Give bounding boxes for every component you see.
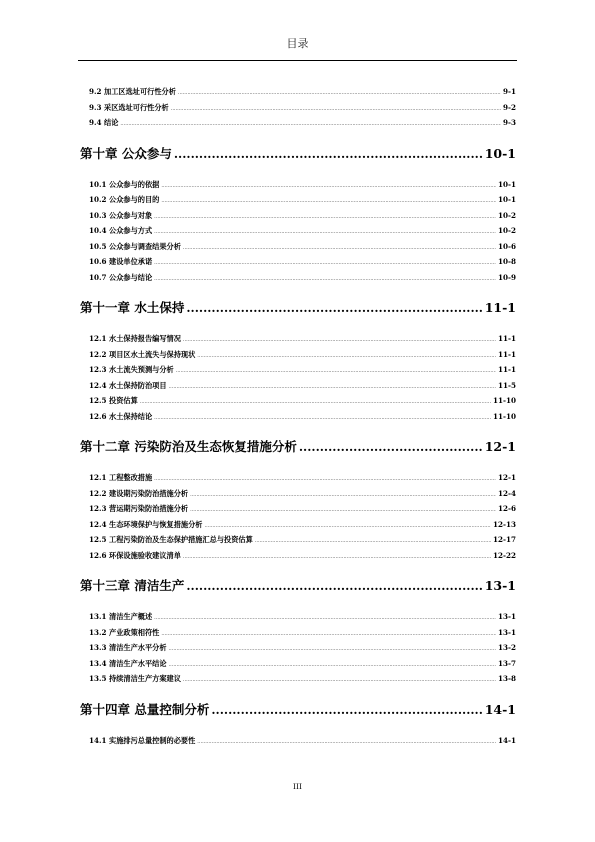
toc-entry-label	[80, 242, 181, 252]
toc-entry-label	[80, 273, 152, 283]
toc-entry-number: 10.7	[89, 272, 107, 282]
toc-page-number: 12-22	[493, 550, 516, 560]
toc-entry-number: 12.4	[89, 380, 107, 390]
toc-page-number: 13-1	[484, 578, 516, 593]
toc-entry-number: 13.1	[89, 612, 107, 621]
toc-page-number: 12-17	[493, 535, 516, 544]
toc-entry-row[interactable]	[80, 736, 516, 752]
toc-entry-title: 项目区水土流失与保持现状	[109, 349, 196, 359]
toc-entry-label	[80, 87, 176, 97]
toc-entry-title: 建设期污染防治措施分析	[109, 488, 189, 498]
toc-page-number: 13-1	[498, 612, 516, 621]
toc-entry-row[interactable]	[80, 628, 516, 644]
toc-page-number: 9-2	[503, 102, 516, 112]
toc-entry-row[interactable]	[80, 211, 516, 227]
dot-leader	[154, 214, 496, 220]
toc-entry-row[interactable]	[80, 350, 516, 366]
toc-entry-row[interactable]	[80, 273, 516, 289]
toc-page-number: 9-3	[503, 118, 516, 127]
toc-entry-label	[80, 736, 195, 746]
toc-entry-row[interactable]	[80, 242, 516, 258]
dot-leader	[154, 615, 496, 621]
toc-entry-label	[80, 257, 152, 267]
toc-entry-label	[80, 520, 202, 530]
toc-entry-title: 环保设施验收建议清单	[109, 550, 181, 560]
toc-page-number: 13-8	[498, 674, 516, 683]
toc-entry-title: 工程污染防治及生态保护措施汇总与投资估算	[109, 535, 253, 544]
toc-page-number: 11-5	[498, 380, 516, 390]
dot-leader	[169, 384, 496, 390]
toc-entry-number: 9.3	[89, 102, 102, 112]
dot-leader	[169, 646, 496, 652]
toc-entry-number: 12.3	[89, 504, 107, 513]
header-rule	[78, 60, 517, 61]
toc-entry-title: 生态环境保护与恢复措施分析	[109, 519, 203, 529]
toc-entry-number: 12.1	[89, 473, 107, 482]
toc-entry-number: 12.2	[89, 488, 107, 498]
toc-entry-label	[80, 612, 152, 622]
dot-leader	[178, 90, 501, 96]
toc-page-number: 10-1	[484, 145, 516, 161]
toc-entry-title: 采区选址可行性分析	[104, 102, 169, 112]
toc-page-number: 11-1	[498, 334, 516, 343]
toc-page-number: 12-13	[493, 519, 516, 529]
toc-entry-title: 公众参与结论	[109, 272, 153, 282]
toc-chapter-row[interactable]	[80, 437, 516, 460]
toc-entry-row[interactable]	[80, 535, 516, 551]
toc-chapter-row[interactable]	[80, 576, 516, 599]
toc-entry-row[interactable]	[80, 612, 516, 628]
toc-chapter-label: 第十一章 水土保持	[80, 300, 185, 315]
toc-entry-number: 14.1	[89, 735, 107, 745]
dot-leader	[154, 229, 496, 235]
toc-entry-title: 水土保持结论	[109, 411, 153, 421]
toc-entry-label	[80, 180, 159, 190]
toc-entry-row[interactable]	[80, 226, 516, 242]
toc-entry-title: 建设单位承诺	[109, 257, 153, 266]
toc-page-number: 14-1	[498, 735, 516, 745]
dot-leader	[154, 260, 496, 266]
dot-leader	[120, 121, 501, 127]
toc-entry-title: 营运期污染防治措施分析	[109, 504, 189, 513]
toc-entry-number: 10.6	[89, 257, 107, 266]
toc-page-number: 10-1	[498, 195, 516, 204]
toc-entry-label	[80, 659, 167, 669]
toc-page-number: 11-1	[498, 349, 516, 359]
toc-page-number: 10-9	[498, 272, 516, 282]
toc-entry-number: 10.3	[89, 210, 107, 220]
toc-entry-number: 10.5	[89, 241, 107, 251]
toc-entry-label	[80, 489, 188, 499]
toc-entry-number: 12.5	[89, 535, 107, 544]
toc-entry-row[interactable]	[80, 396, 516, 412]
toc-entry-number: 10.4	[89, 226, 107, 235]
toc-entry-row[interactable]	[80, 334, 516, 350]
toc-page-number: 11-1	[484, 300, 516, 315]
dot-leader	[299, 440, 483, 454]
toc-entry-label	[80, 350, 195, 360]
toc-entry-number: 13.4	[89, 658, 107, 668]
toc-page-number: 13-1	[498, 627, 516, 637]
toc-page-number: 13-2	[498, 643, 516, 652]
toc-entry-number: 13.3	[89, 643, 107, 652]
toc-entry-number: 12.1	[89, 334, 107, 343]
dot-leader	[154, 415, 491, 421]
toc-entry-row[interactable]	[80, 381, 516, 397]
dot-leader	[161, 631, 496, 637]
toc-entry-number: 13.5	[89, 674, 107, 683]
toc-entry-row[interactable]	[80, 551, 516, 567]
toc-entry-label	[80, 226, 152, 236]
dot-leader	[186, 579, 482, 593]
toc-entry-title: 清洁生产水平分析	[109, 643, 167, 652]
dot-leader	[197, 353, 496, 359]
toc-entry-row[interactable]	[80, 674, 516, 690]
toc-entry-title: 投资估算	[109, 396, 138, 405]
toc-page-number: 10-6	[498, 241, 516, 251]
toc-entry-number: 12.2	[89, 349, 107, 359]
toc-entry-number: 10.2	[89, 195, 107, 204]
toc-entry-row[interactable]	[80, 195, 516, 211]
toc-entry-row[interactable]	[80, 520, 516, 536]
toc-entry-row[interactable]	[80, 504, 516, 520]
toc-entry-label	[80, 643, 167, 653]
toc-entry-number: 10.1	[89, 179, 107, 189]
toc-entry-number: 9.2	[89, 87, 102, 96]
toc-entry-row[interactable]	[80, 180, 516, 196]
toc-chapter-row[interactable]	[80, 298, 516, 321]
dot-leader	[183, 245, 496, 251]
toc-entry-title: 水土保持防治项目	[109, 380, 167, 390]
toc-entry-row[interactable]	[80, 412, 516, 428]
toc-entry-title: 公众参与对象	[109, 210, 153, 220]
toc-entry-row[interactable]	[80, 118, 516, 134]
toc-entry-row[interactable]	[80, 103, 516, 119]
toc-entry-title: 持续清洁生产方案建议	[109, 674, 181, 683]
toc-entry-title: 清洁生产水平结论	[109, 658, 167, 668]
toc-chapter-row[interactable]	[80, 700, 516, 723]
dot-leader	[171, 106, 501, 112]
toc-entry-label	[80, 334, 181, 344]
toc-entry-title: 公众参与的目的	[109, 195, 160, 204]
toc-entry-row[interactable]	[80, 87, 516, 103]
toc-page-number: 11-1	[498, 365, 516, 374]
dot-leader	[183, 677, 496, 683]
dot-leader	[169, 662, 496, 668]
toc-entry-number: 9.4	[89, 118, 102, 127]
dot-leader	[186, 301, 482, 315]
toc-entry-label	[80, 211, 152, 221]
toc-entry-number: 12.3	[89, 365, 107, 374]
toc-entry-label	[80, 381, 167, 391]
toc-entry-label	[80, 535, 253, 545]
toc-entry-title: 加工区选址可行性分析	[104, 87, 176, 96]
toc-entry-number: 13.2	[89, 627, 107, 637]
toc-entry-number: 12.4	[89, 519, 107, 529]
dot-leader	[255, 538, 491, 544]
toc-page-number: 14-1	[484, 701, 516, 717]
toc-page-number: 12-1	[484, 439, 516, 454]
toc-entry-title: 结论	[104, 118, 119, 127]
dot-leader	[174, 147, 483, 161]
toc-entry-title: 清洁生产概述	[109, 612, 153, 621]
dot-leader	[183, 337, 496, 343]
toc-page-number: 12-1	[498, 473, 516, 482]
dot-leader	[154, 276, 496, 282]
toc-page-number: 10-2	[498, 210, 516, 220]
toc-page-number: 10-2	[498, 226, 516, 235]
toc-chapter-label: 第十四章 总量控制分析	[80, 701, 210, 717]
toc-entry-label	[80, 365, 174, 375]
toc-entry-row[interactable]	[80, 365, 516, 381]
toc-entry-title: 水土保持报告编写情况	[109, 334, 181, 343]
toc-entry-label	[80, 674, 181, 684]
toc-page-number: 11-10	[493, 396, 516, 405]
toc-entry-label	[80, 504, 188, 514]
toc-entry-row[interactable]	[80, 257, 516, 273]
dot-leader	[204, 523, 491, 529]
toc-entry-label	[80, 396, 138, 406]
dot-leader	[161, 198, 496, 204]
dot-leader	[183, 554, 491, 560]
toc-page-number: 10-8	[498, 257, 516, 266]
table-of-contents	[80, 87, 516, 751]
toc-entry-label	[80, 118, 118, 128]
toc-entry-title: 公众参与方式	[109, 226, 153, 235]
toc-entry-title: 工程整改措施	[109, 473, 153, 482]
toc-page-number: 10-1	[498, 179, 516, 189]
toc-entry-title: 公众参与的依据	[109, 179, 160, 189]
toc-chapter-label: 第十二章 污染防治及生态恢复措施分析	[80, 439, 297, 454]
toc-page-number: 12-4	[498, 488, 516, 498]
toc-entry-title: 水土流失预测与分析	[109, 365, 174, 374]
dot-leader	[176, 368, 496, 374]
toc-entry-label	[80, 195, 159, 205]
toc-entry-title: 产业政策相符性	[109, 627, 160, 637]
toc-entry-row[interactable]	[80, 659, 516, 675]
toc-page-number: 12-6	[498, 504, 516, 513]
dot-leader	[161, 183, 496, 189]
dot-leader	[154, 476, 496, 482]
dot-leader	[140, 399, 491, 405]
toc-entry-row[interactable]	[80, 489, 516, 505]
dot-leader	[190, 492, 496, 498]
dot-leader	[190, 507, 496, 513]
page-header-title: 目录	[286, 37, 309, 50]
toc-page-number: 9-1	[503, 87, 516, 96]
toc-entry-label	[80, 551, 181, 561]
toc-entry-number: 12.5	[89, 396, 107, 405]
toc-entry-row[interactable]	[80, 643, 516, 659]
toc-chapter-label: 第十章 公众参与	[80, 145, 172, 161]
toc-page-number: 13-7	[498, 658, 516, 668]
toc-entry-title: 公众参与调查结果分析	[109, 241, 181, 251]
toc-entry-number: 12.6	[89, 550, 107, 560]
toc-entry-label	[80, 103, 169, 113]
toc-page-number: 11-10	[493, 411, 516, 421]
dot-leader	[211, 703, 482, 717]
toc-entry-label	[80, 628, 159, 638]
toc-entry-number: 12.6	[89, 411, 107, 421]
toc-entry-label	[80, 473, 152, 483]
toc-entry-title: 实施排污总量控制的必要性	[109, 735, 196, 745]
toc-chapter-row[interactable]	[80, 144, 516, 167]
toc-chapter-label: 第十三章 清洁生产	[80, 578, 185, 593]
dot-leader	[197, 739, 496, 745]
page-number: III	[293, 782, 302, 791]
toc-entry-row[interactable]	[80, 473, 516, 489]
toc-entry-label	[80, 412, 152, 422]
